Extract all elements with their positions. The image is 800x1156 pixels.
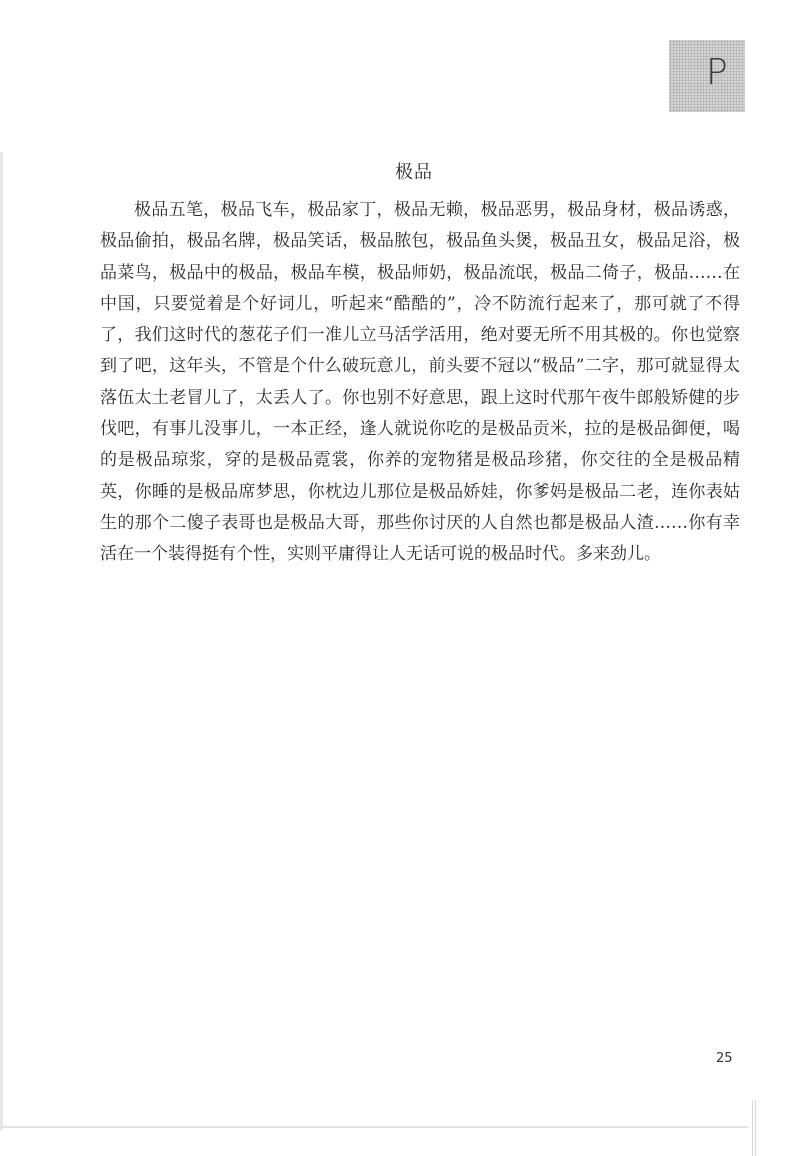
article-title: 极品 [395, 162, 433, 183]
page-number: 25 [716, 1051, 733, 1066]
page-edge-marks [752, 1100, 758, 1156]
article-body: 极品五笔，极品飞车，极品家丁，极品无赖，极品恶男，极品身材，极品诱惑，极品偷拍，极品名牌，极品笑话，极品脓包，极品鱼头煲，极品丑女，极品足浴，极品菜鸟，极品中的极品，极品车模，极品师奶，极品流氓，极品二倚子，极品……在中国，只要觉着是个好词儿，听起来“酷酷的”，冷不防流行起来了，那可就了不得了，我们这时代的葱花子们一准儿立马活学活用，绝对要无所不用其极的。你也觉察到了吧，这年头，不管是个什么破玩意儿，前头要不冠以“极品”二字，那可就显得太落伍太土老冒儿了，太丢人了。你也别不好意思，跟上这时代那午夜牛郎般矫健的步伐吧，有事儿没事儿，一本正经，逢人就说你吃的是极品贡米，拉的是极品御便，喝的是极品琼浆，穿的是极品霓裳，你养的宠物猪是极品珍猪，你交往的全是极品精英，你睡的是极品席梦思，你枕边儿那位是极品娇娃，你爹妈是极品二老，连你表姑生的那个二傻子表哥也是极品大哥，那些你讨厌的人自然也都是极品人渣……你有幸活在一个装得挺有个性，实则平庸得让人无话可说的极品时代。多来劲儿。 [100, 200, 740, 565]
section-tab-letter: P [706, 52, 728, 93]
bottom-margin-rule [0, 1126, 748, 1128]
left-margin-rule [0, 152, 3, 1130]
